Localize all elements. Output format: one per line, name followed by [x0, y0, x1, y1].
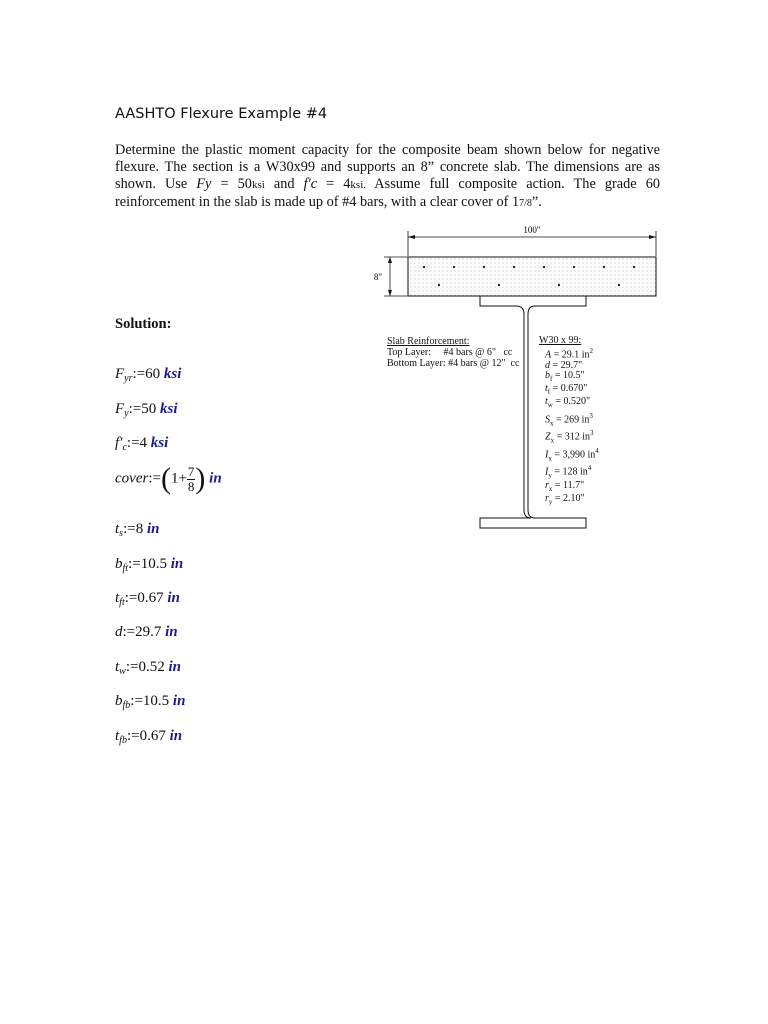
equation: [115, 590, 180, 608]
ksi-unit-2: ksi.: [350, 179, 367, 191]
equation-value: :=0.52: [125, 659, 165, 675]
section-property: $I_y = 128$ $in^4$: [545, 464, 592, 480]
equation-value: :=50: [128, 401, 157, 417]
equation-value: :=8: [123, 521, 144, 537]
cover-fraction: 7/8: [519, 198, 532, 209]
equation-value: :=29.7: [122, 624, 162, 640]
depth-label: 8": [373, 272, 383, 282]
equation-value: :=10.5: [130, 693, 170, 709]
equation-unit: ksi: [156, 401, 178, 417]
equation-subscript: fb: [119, 735, 127, 746]
reinforcement-heading: Slab Reinforcement:: [387, 336, 470, 347]
equation-subscript: ft: [122, 563, 129, 574]
equation-unit: in: [166, 556, 184, 572]
equation-variable: b: [115, 556, 123, 572]
equation-variable: t: [115, 728, 120, 744]
equation: [115, 366, 181, 384]
intro-and: and: [264, 176, 304, 192]
equation-unit: in: [164, 659, 181, 675]
equation: [115, 659, 181, 677]
equation: [115, 693, 185, 711]
fc-value: = 4: [317, 176, 351, 192]
intro-text-2: Assume full composite action. The grade 60 reinforcement in the slab is made up of #4 bars, with a clear cover of 1: [115, 176, 660, 210]
equation: [115, 556, 183, 574]
fy-value: = 50: [211, 176, 252, 192]
equation-variable: f′: [115, 435, 123, 451]
equation: cover:=(1+ $\frac{7}{8}$ ) in: [115, 462, 222, 495]
equation-variable: F: [115, 366, 125, 382]
equation-variable: F: [115, 401, 125, 417]
equation-subscript: w: [119, 666, 126, 677]
equation-value: :=4: [126, 435, 148, 451]
problem-statement: [115, 142, 660, 212]
equation-subscript: yr: [124, 373, 133, 384]
equation-unit: in: [205, 470, 222, 487]
equation-variable: t: [115, 521, 120, 537]
equation-fraction-prefix: 1+: [170, 470, 187, 487]
ksi-unit-1: ksi: [251, 179, 265, 191]
equation-value: :=0.67: [124, 590, 164, 606]
section-property: A = 29.1 $in^2$: [545, 347, 594, 361]
section-property: $r_y = 2.10$": [545, 492, 585, 506]
equation-variable: b: [115, 693, 123, 709]
equation-subscript: s: [119, 528, 124, 539]
section-property: $Z_x = 312$ $in^3$: [545, 429, 594, 445]
section-property: d = 29.7": [545, 359, 583, 371]
equation: [115, 401, 178, 419]
equation-value: :=10.5: [128, 556, 167, 572]
section-property: $S_x = 269$ $in^3$: [545, 411, 593, 427]
fy-symbol: Fy: [196, 176, 212, 192]
equation-variable: t: [115, 590, 120, 606]
section-property: $b_f = 10.5$": [545, 369, 585, 383]
section-property: $I_x = 3,990$ $in^4$: [545, 446, 599, 462]
equation: [115, 624, 178, 641]
bottom-layer-note: Bottom Layer: #4 bars @ 12" cc: [387, 358, 520, 369]
section-properties: [540, 336, 599, 507]
equation: [115, 521, 159, 539]
equation-unit: in: [163, 590, 180, 606]
section-property: $t_w = 0.520$": [545, 396, 591, 410]
composite-beam-figure: [370, 222, 670, 532]
fc-symbol: f′c: [303, 176, 318, 192]
equation-subscript: ft: [119, 597, 125, 608]
equation-value: :=: [148, 470, 161, 487]
equation-unit: in: [143, 521, 160, 537]
equation-value: :=60: [132, 366, 161, 382]
equation-subscript: c: [122, 442, 127, 453]
top-layer-note: Top Layer: #4 bars @ 6" cc: [387, 347, 513, 358]
concrete-slab: [408, 257, 656, 296]
equation-variable: t: [115, 659, 120, 675]
intro-text-3: ”.: [531, 194, 542, 210]
section-property: $r_x = 11.7$": [545, 479, 585, 493]
equation-unit: in: [165, 728, 183, 744]
equation-unit: in: [169, 693, 186, 709]
equation-value: :=0.67: [126, 728, 166, 744]
width-label: 100": [523, 225, 541, 235]
equation-unit: in: [161, 624, 178, 640]
equation-fraction: $\frac{7}{8}$: [187, 463, 195, 494]
equation-subscript: fb: [122, 700, 131, 711]
section-heading: W30 x 99:: [539, 335, 582, 346]
equation: [115, 435, 168, 453]
solution-heading: Solution:: [115, 316, 172, 332]
equation-unit: ksi: [147, 435, 169, 451]
equation-variable: cover: [115, 470, 149, 487]
section-property: $t_f = 0.670$": [545, 383, 588, 397]
slab-reinforcement-note: [387, 336, 519, 369]
equation-variable: d: [115, 624, 123, 640]
equation-subscript: y: [124, 408, 129, 419]
equation: [115, 728, 182, 746]
intro-text-1: Determine the plastic moment capacity for the composite beam shown below for negative flexure. The section is a W30x99 and supports an 8” concrete slab. The dimensions are as shown. Use: [115, 142, 660, 192]
equation-unit: ksi: [160, 366, 182, 382]
page-title: AASHTO Flexure Example #4: [115, 106, 328, 122]
